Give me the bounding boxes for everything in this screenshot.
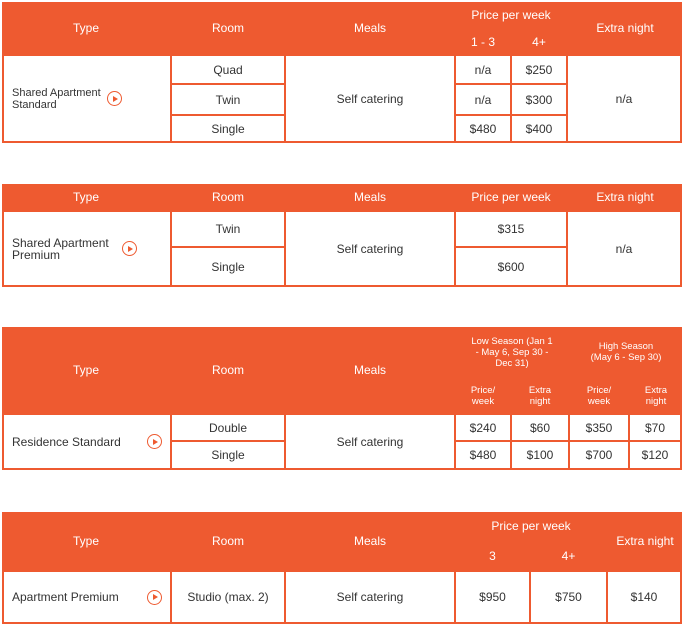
type-cell	[4, 415, 170, 468]
price-cell: $950	[456, 572, 529, 622]
room-cell: Quad	[172, 56, 284, 83]
room-cell: Single	[172, 116, 284, 141]
type-cell	[4, 572, 170, 622]
play-icon[interactable]	[147, 434, 162, 449]
header-price-per-week: Price per week	[491, 518, 571, 533]
extra-night-cell: $140	[608, 572, 680, 622]
header-price-3: 3	[489, 548, 496, 563]
type-cell	[4, 212, 170, 285]
header-room: Room	[211, 190, 244, 204]
room-cell: Studio (max. 2)	[172, 572, 284, 622]
meals-cell: Self catering	[286, 572, 454, 622]
header-type: Type	[72, 534, 99, 548]
shared-apartment-premium-table	[2, 184, 682, 287]
price-cell: $70	[630, 415, 680, 440]
header-meals: Meals	[353, 363, 386, 377]
price-cell: $120	[630, 442, 680, 468]
header-meals: Meals	[353, 190, 386, 204]
meals-cell: Self catering	[286, 212, 454, 285]
header-price-1-3: 1 - 3	[470, 35, 495, 49]
header-price-per-week: Price per week	[471, 8, 551, 22]
price-cell: $750	[531, 572, 606, 622]
price-cell: $100	[512, 442, 568, 468]
type-label: Apartment Premium	[12, 590, 119, 604]
header-type: Type	[72, 190, 99, 204]
header-low-season: Low Season (Jan 1 - May 6, Sep 30 - Dec 31)	[471, 335, 553, 369]
price-cell: $315	[456, 212, 566, 246]
shared-apartment-standard-table	[2, 2, 682, 143]
header-high-season: High Season (May 6 - Sep 30)	[590, 341, 662, 363]
extra-night-cell: n/a	[568, 56, 680, 141]
room-cell: Single	[172, 248, 284, 285]
type-label: Shared Apartment Standard	[12, 86, 101, 111]
header-price-4-plus: 4+	[561, 548, 576, 563]
header-room: Room	[211, 21, 244, 35]
apartment-premium-table	[2, 512, 682, 624]
header-high-price-week: Price/ week	[586, 385, 612, 407]
meals-cell: Self catering	[286, 56, 454, 141]
header-extra-night: Extra night	[596, 190, 654, 204]
header-price-per-week: Price per week	[471, 190, 551, 204]
price-cell: $250	[512, 56, 566, 83]
play-icon[interactable]	[107, 91, 122, 106]
header-high-extra-night: Extra night	[644, 385, 668, 407]
meals-cell: Self catering	[286, 415, 454, 468]
price-cell: $480	[456, 116, 510, 141]
extra-night-cell: n/a	[568, 212, 680, 285]
header-type: Type	[72, 363, 99, 377]
header-type: Type	[72, 21, 99, 35]
header-room: Room	[211, 363, 244, 377]
price-cell: n/a	[456, 56, 510, 83]
price-cell: $600	[456, 248, 566, 285]
header-meals: Meals	[353, 21, 386, 35]
type-label: Shared Apartment Premium	[12, 235, 109, 262]
room-cell: Single	[172, 442, 284, 468]
header-extra-night: Extra night	[596, 21, 654, 35]
room-cell: Twin	[172, 85, 284, 114]
price-cell: $480	[456, 442, 510, 468]
price-cell: n/a	[456, 85, 510, 114]
price-cell: $700	[570, 442, 628, 468]
type-cell	[4, 56, 170, 141]
price-cell: $60	[512, 415, 568, 440]
price-cell: $350	[570, 415, 628, 440]
price-cell: $400	[512, 116, 566, 141]
type-label: Residence Standard	[12, 434, 121, 449]
play-icon[interactable]	[147, 590, 162, 605]
residence-standard-table	[2, 327, 682, 470]
header-price-4-plus: 4+	[532, 35, 546, 49]
price-cell: $300	[512, 85, 566, 114]
room-cell: Double	[172, 415, 284, 440]
header-meals: Meals	[353, 534, 386, 548]
room-cell: Twin	[172, 212, 284, 246]
price-cell: $240	[456, 415, 510, 440]
play-icon[interactable]	[122, 241, 137, 256]
header-room: Room	[211, 534, 244, 548]
header-extra-night: Extra night	[616, 534, 674, 548]
header-low-price-week: Price/ week	[470, 385, 496, 407]
header-low-extra-night: Extra night	[528, 385, 552, 407]
